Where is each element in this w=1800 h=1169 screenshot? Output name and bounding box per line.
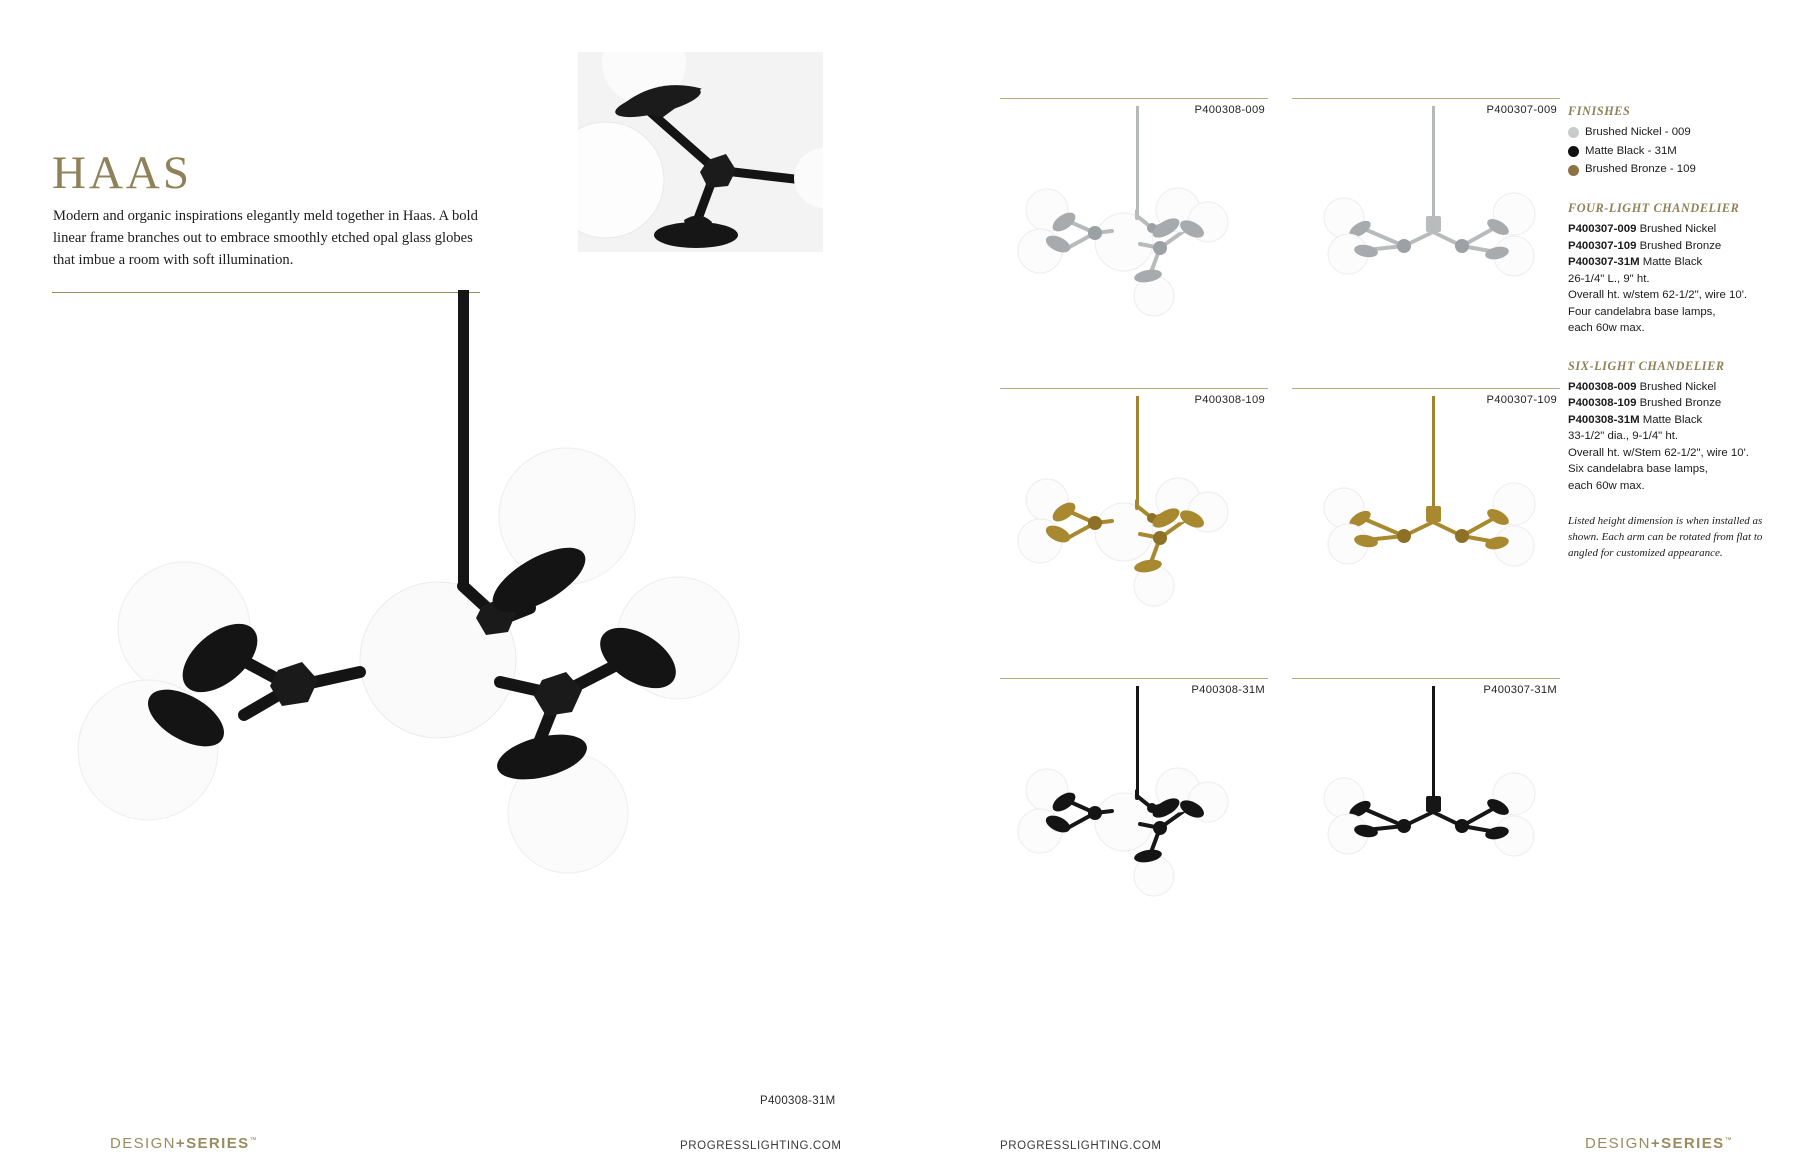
dimensions: 26-1/4" L., 9" ht. [1568,272,1650,285]
four-light-nickel-illustration [1292,98,1560,384]
four-light-block [1568,201,1783,337]
page-title: HAAS [52,147,192,199]
four-light-bronze-illustration [1292,388,1560,674]
overall-height: Overall ht. w/stem 62-1/2", wire 10'. [1568,289,1748,302]
footer-logo-right [1585,1135,1733,1153]
sku-finish: Brushed Nickel [1639,380,1717,393]
product-cell [1292,98,1560,384]
product-code: P400308-31M [1191,684,1265,696]
six-light-block [1568,359,1783,495]
logo-design-text: DESIGN [110,1135,176,1152]
sku-line [1568,221,1783,238]
finish-row [1568,143,1783,161]
lamp-info-line-2: each 60w max. [1568,479,1645,492]
sku-code: P400307-31M [1568,256,1640,269]
sku-line [1568,379,1783,396]
sku-line [1568,238,1783,255]
sku-code: P400308-31M [1568,413,1640,426]
product-code: P400308-009 [1194,104,1265,116]
swatch-brushed-nickel [1568,127,1579,138]
footer-website-right[interactable]: PROGRESSLIGHTING.COM [1000,1140,1162,1152]
product-description: Modern and organic inspirations elegantly meld together in Haas. A bold linear frame branches out to embrace smoothly etched opal glass globes that imbue a room with soft illumination. [53,208,478,269]
four-light-heading: FOUR-LIGHT CHANDELIER [1568,201,1740,216]
sku-code: P400307-009 [1568,223,1637,236]
product-cell [1292,388,1560,674]
footer-logo-left [110,1135,258,1153]
dimensions: 33-1/2" dia., 9-1/4" ht. [1568,430,1679,443]
finish-row [1568,161,1783,179]
sku-finish: Brushed Bronze [1639,239,1722,252]
product-code: P400308-109 [1194,394,1265,406]
detail-photo-illustration [578,52,823,252]
lamp-info-line-2: each 60w max. [1568,322,1645,335]
four-light-black-illustration [1292,678,1560,964]
product-grid [1000,98,1560,998]
lamp-info-line-1: Six candelabra base lamps, [1568,463,1708,476]
product-cell [1292,678,1560,964]
sku-code: P400308-109 [1568,397,1637,410]
finish-label: Brushed Nickel - 009 [1585,126,1691,138]
sku-line [1568,412,1783,429]
product-code: P400307-109 [1486,394,1557,406]
detail-photo [578,52,823,252]
hero-product-image [30,290,790,990]
six-light-black-illustration [1000,678,1268,964]
overall-height: Overall ht. w/Stem 62-1/2", wire 10'. [1568,446,1749,459]
sku-finish: Brushed Nickel [1639,223,1717,236]
swatch-matte-black [1568,146,1579,157]
logo-series-text: +SERIES [175,1135,250,1152]
six-light-heading: SIX-LIGHT CHANDELIER [1568,358,1725,373]
sku-code: P400307-109 [1568,239,1637,252]
logo-series-text: +SERIES [1650,1135,1725,1152]
logo-trademark: ™ [249,1137,258,1144]
logo-trademark: ™ [1724,1137,1733,1144]
product-cell [1000,388,1268,674]
swatch-brushed-bronze [1568,165,1579,176]
six-light-bronze-illustration [1000,388,1268,674]
logo-design-text: DESIGN [1585,1135,1651,1152]
sku-finish: Matte Black [1642,256,1703,269]
sku-line [1568,395,1783,412]
finish-row [1568,124,1783,142]
lamp-info-line-1: Four candelabra base lamps, [1568,305,1716,318]
product-code: P400307-31M [1483,684,1557,696]
specifications-panel [1568,104,1783,562]
installation-note: Listed height dimension is when installed as shown. Each arm can be rotated from flat to angled for customized appearance. [1568,515,1763,560]
finish-label: Brushed Bronze - 109 [1585,163,1696,176]
sku-code: P400308-009 [1568,380,1637,393]
six-light-nickel-illustration [1000,98,1268,384]
sku-finish: Brushed Bronze [1639,397,1722,410]
sku-finish: Matte Black [1642,413,1703,426]
sku-line [1568,254,1783,271]
footer-website-left[interactable]: PROGRESSLIGHTING.COM [680,1140,842,1152]
finish-label: Matte Black - 31M [1585,144,1677,157]
finishes-heading: FINISHES [1568,104,1631,118]
product-cell [1000,98,1268,384]
hero-product-code: P400308-31M [760,1095,836,1107]
hero-chandelier-illustration [30,290,790,990]
product-cell [1000,678,1268,964]
product-code: P400307-009 [1486,104,1557,116]
